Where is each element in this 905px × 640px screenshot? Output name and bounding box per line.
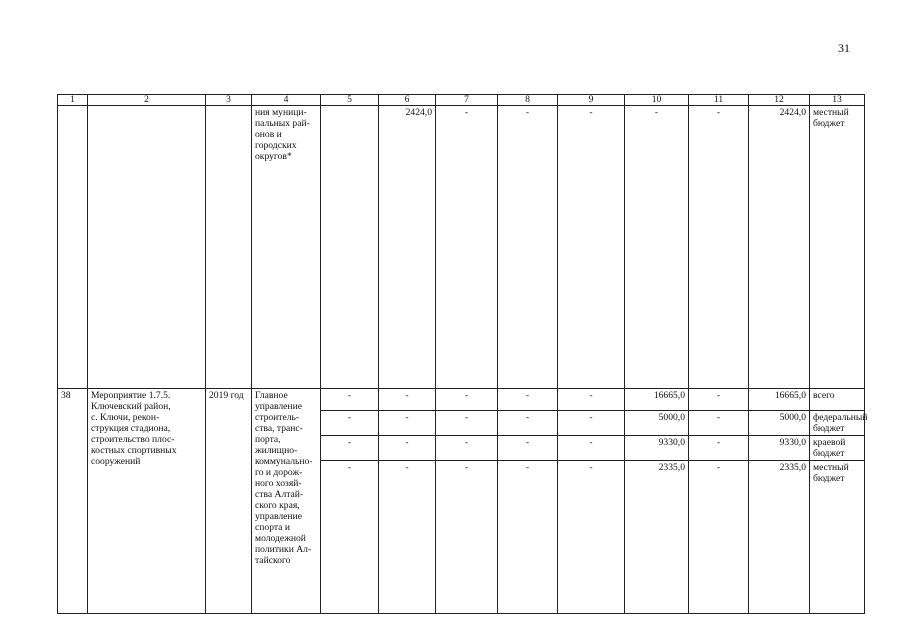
value-cell: - (558, 389, 625, 411)
source-cell (810, 411, 868, 436)
value-cell: 16665,0 (625, 389, 689, 411)
value-cell: 2424,0 (749, 106, 810, 389)
source-text: местный бюджет (813, 107, 849, 130)
value-cell: - (689, 411, 749, 436)
table-row (58, 389, 865, 411)
col-header: 9 (558, 95, 625, 106)
col-header: 10 (625, 95, 689, 106)
source-text: краевой бюджет (813, 437, 846, 460)
value-cell: 16665,0 (749, 389, 810, 411)
value-cell: 2424,0 (379, 106, 436, 389)
cell (206, 106, 252, 389)
cell (379, 485, 436, 613)
col-header: 4 (252, 95, 321, 106)
cell (749, 485, 810, 613)
value-cell: - (498, 106, 558, 389)
col-header: 12 (749, 95, 810, 106)
col-header: 6 (379, 95, 436, 106)
source-cell (810, 106, 865, 389)
value-cell: 2335,0 (749, 461, 810, 486)
value-cell: - (321, 436, 379, 461)
value-cell: - (321, 411, 379, 436)
value-cell: - (689, 461, 749, 486)
value-cell: - (436, 389, 498, 411)
value-cell: - (436, 411, 498, 436)
col-header: 13 (810, 95, 865, 106)
value-cell: - (558, 411, 625, 436)
value-cell: - (689, 436, 749, 461)
value-cell: 2335,0 (625, 461, 689, 486)
source-cell (810, 436, 865, 461)
cell (625, 485, 689, 613)
col-header: 1 (58, 95, 88, 106)
cell (689, 485, 749, 613)
value-cell: - (498, 411, 558, 436)
value-cell: - (436, 106, 498, 389)
source-cell (810, 389, 865, 411)
col-header: 5 (321, 95, 379, 106)
page-number: 31 (838, 41, 850, 55)
cell (321, 485, 379, 613)
executor-cell (252, 389, 321, 614)
value-cell: 5000,0 (625, 411, 689, 436)
col-header: 11 (689, 95, 749, 106)
source-text: федеральный бюджет (813, 412, 868, 435)
col-header: 2 (88, 95, 206, 106)
value-cell: 5000,0 (749, 411, 810, 436)
event-text: Мероприятие 1.7.5. Ключевский район, с. Ключи, рекон- струкция стадиона, строительство плос- костных спортивных сооружений (91, 390, 177, 468)
value-cell: - (558, 461, 625, 486)
column-numbers-row (58, 95, 865, 106)
value-cell: - (379, 436, 436, 461)
value-cell: - (321, 461, 379, 486)
value-cell: 9330,0 (749, 436, 810, 461)
row-number-cell: 38 (58, 389, 88, 614)
value-cell: - (498, 461, 558, 486)
budget-table (57, 94, 868, 614)
cell (436, 485, 498, 613)
executor-text: ния муници- пальных рай- онов и городских округов* (255, 107, 310, 163)
cell (498, 485, 558, 613)
source-text: всего (813, 390, 835, 401)
value-cell: - (625, 106, 689, 389)
table-row (58, 106, 865, 389)
cell (810, 485, 865, 613)
value-cell: - (436, 436, 498, 461)
term-cell: 2019 год (206, 389, 252, 614)
value-cell: - (498, 436, 558, 461)
value-cell: 9330,0 (625, 436, 689, 461)
value-cell: - (558, 436, 625, 461)
cell (88, 106, 206, 389)
cell (558, 485, 625, 613)
executor-text: Главное управление строитель- ства, транс- порта, жилищно- коммунально- го и дорож- ного хозяй- ства Алтай- ского края, управление спорта и молодежной политики Ал- тайского (255, 390, 313, 567)
value-cell: - (436, 461, 498, 486)
value-cell: - (689, 106, 749, 389)
value-cell: - (689, 389, 749, 411)
cell (58, 106, 88, 389)
value-cell: - (379, 461, 436, 486)
value-cell: - (379, 411, 436, 436)
value-cell: - (321, 389, 379, 411)
value-cell: - (558, 106, 625, 389)
cell (321, 106, 379, 389)
event-cell (88, 389, 206, 614)
col-header: 7 (436, 95, 498, 106)
col-header: 3 (206, 95, 252, 106)
value-cell: - (379, 389, 436, 411)
executor-cell (252, 106, 321, 389)
col-header: 8 (498, 95, 558, 106)
source-text: местный бюджет (813, 462, 849, 485)
value-cell: - (498, 389, 558, 411)
source-cell (810, 461, 865, 486)
